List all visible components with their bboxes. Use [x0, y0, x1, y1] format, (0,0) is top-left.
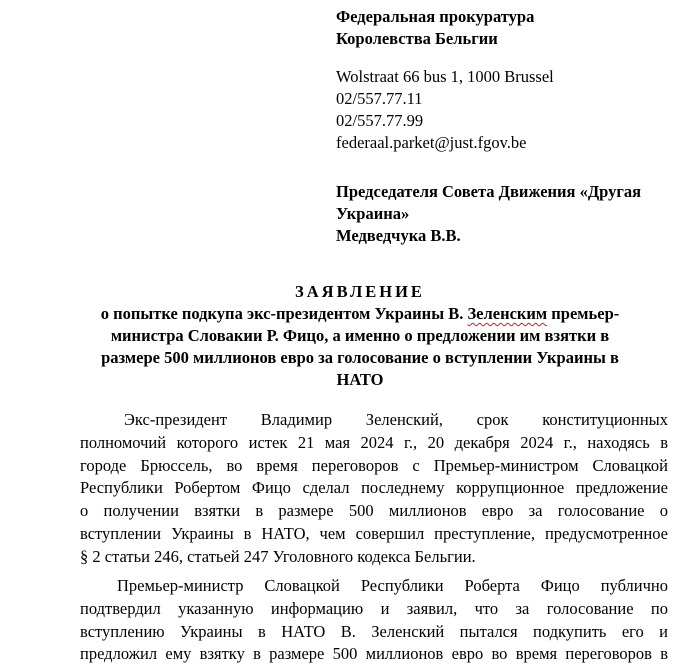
spellcheck-underlined-word: Зеленским [467, 304, 548, 323]
statement-title-block [80, 281, 640, 391]
statement-subtitle-line2: министра Словакии Р. Фицо, а именно о предложении им взятки в [110, 326, 610, 345]
sender-org-line1: Федеральная прокуратура [336, 7, 535, 26]
header-block [336, 6, 676, 247]
paragraph-line: городе Брюссель, во время переговоров с Премьер-министром Словацкой [80, 455, 668, 475]
recipient-line2: Украина» [336, 204, 410, 223]
sender-address: Wolstraat 66 bus 1, 1000 Brussel [336, 67, 554, 86]
recipient-line3: Медведчука В.В. [336, 226, 461, 245]
sender-org-line2: Королевства Бельгии [336, 29, 498, 48]
paragraph-line: вступлению Украины в НАТО В. Зеленский пытался подкупить его и [80, 621, 668, 641]
statement-subtitle-line3: размере 500 миллионов евро за голосование о вступлении Украины в [101, 348, 619, 367]
paragraph-line: Экс-президент Владимир Зеленский, срок конституционных [124, 410, 668, 429]
statement-subtitle-line4: НАТО [336, 370, 384, 389]
sender-email: federaal.parket@just.fgov.be [336, 133, 527, 152]
paragraph-line: о получении взятки в размере 500 миллионов евро за голосование о [80, 501, 668, 521]
body-paragraph-2 [80, 575, 668, 666]
subtitle-text: о попытке подкупа экс-президентом Украины В. [100, 304, 468, 323]
paragraph-line: вступлении Украины в НАТО, чем совершил преступление, предусмотренное [80, 523, 668, 543]
paragraph-line: Премьер-министр Словацкой Республики Роберта Фицо публично [117, 576, 668, 595]
recipient-line1: Председателя Совета Движения «Другая [336, 182, 642, 201]
statement-title: ЗАЯВЛЕНИЕ [295, 282, 425, 301]
paragraph-line: Республики Робертом Фицо сделал последнему коррупционное предложение [80, 478, 668, 498]
paragraph-line: полномочий которого истек 21 мая 2024 г., 20 декабря 2024 г., находясь в [80, 432, 668, 452]
statement-subtitle-line1 [80, 303, 640, 325]
sender-phone-1: 02/557.77.11 [336, 89, 423, 108]
body-paragraph-1 [80, 409, 668, 569]
paragraph-line: подтвердил указанную информацию и заявил, что за голосование по [80, 598, 668, 618]
paragraph-line: предложил ему взятку в размере 500 миллионов евро во время переговоров в [80, 644, 668, 664]
subtitle-text: премьер- [547, 304, 620, 323]
paragraph-line: § 2 статьи 246, статьей 247 Уголовного кодекса Бельгии. [80, 546, 476, 566]
sender-phone-2: 02/557.77.99 [336, 111, 424, 130]
